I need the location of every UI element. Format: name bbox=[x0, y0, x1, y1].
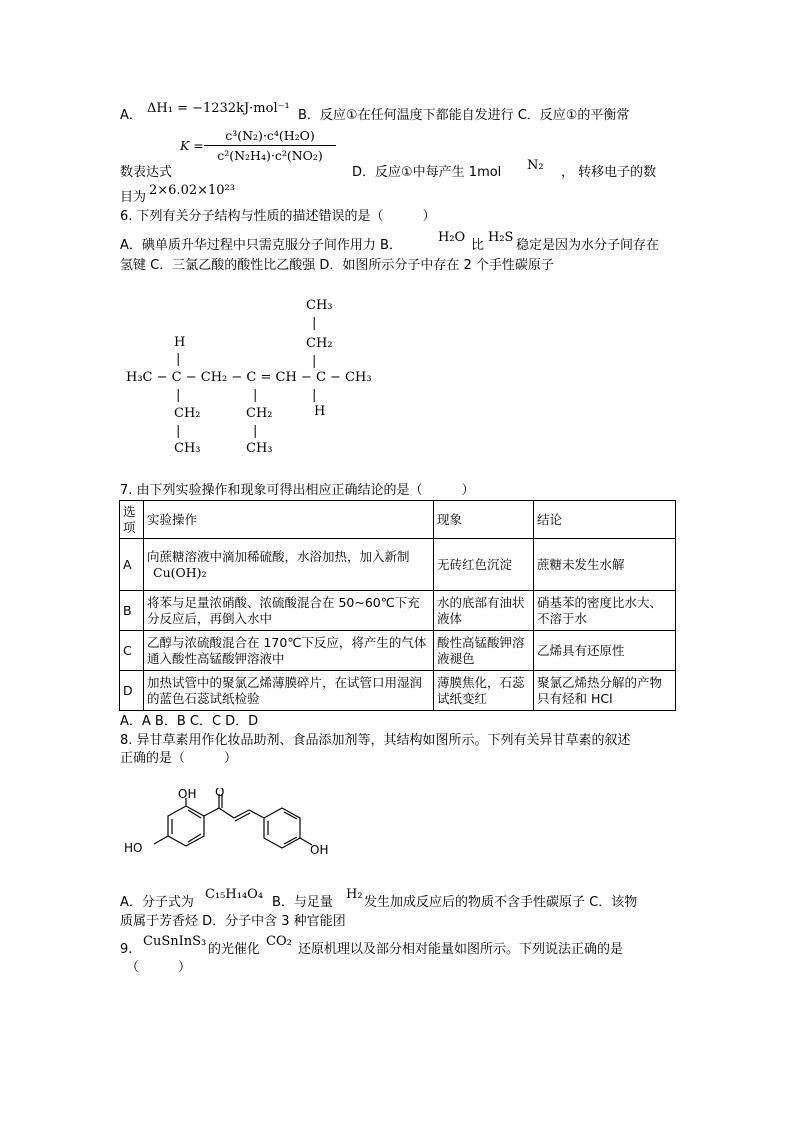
struct-bond: | bbox=[312, 388, 317, 403]
q6-option-a-tail: 稳定是因为水分子间存在 bbox=[516, 238, 660, 253]
row-operation: 将苯与足量浓硝酸、浓硫酸混合在 50~60℃下充分反应后，再倒入水中 bbox=[144, 591, 434, 631]
struct-branch1-ch2: CH₂ bbox=[174, 406, 201, 421]
struct-bond: | bbox=[312, 316, 317, 331]
q9-mid-text: 的光催化 bbox=[208, 942, 261, 957]
table-header-cell: 结论 bbox=[534, 501, 676, 539]
q5-n2-formula: N₂ bbox=[527, 158, 544, 173]
isoliquiritigenin-structure bbox=[118, 788, 348, 868]
row-conclusion: 硝基苯的密度比水大、不溶于水 bbox=[534, 591, 676, 631]
equilibrium-constant-fraction bbox=[180, 128, 336, 163]
table-header-row bbox=[120, 501, 676, 539]
carbonyl-o-label: O bbox=[215, 788, 225, 799]
q6-h2s-formula: H₂S bbox=[488, 230, 514, 245]
q9-co2-formula: CO₂ bbox=[266, 934, 292, 949]
oh-label: OH bbox=[178, 788, 197, 801]
struct-bond: | bbox=[176, 388, 181, 403]
struct-top-ch3: CH₃ bbox=[306, 298, 333, 313]
row-option: D bbox=[120, 671, 144, 711]
q5-line3-prefix: 目为 bbox=[120, 190, 147, 205]
q5-delta-h-formula: ΔH₁ = −1232kJ·mol⁻¹ bbox=[147, 101, 290, 116]
q6-line2: 氢键 C．三氯乙酸的酸性比乙酸强 D．如图所示分子中存在 2 个手性碳原子 bbox=[120, 258, 554, 273]
cuoh2-formula: Cu(OH)₂ bbox=[153, 564, 207, 580]
struct-bond: | bbox=[312, 354, 317, 369]
struct-branch1-ch3: CH₃ bbox=[174, 441, 201, 456]
q6-stem: 6. 下列有关分子结构与性质的描述错误的是（ ） bbox=[120, 209, 436, 224]
struct-bond: | bbox=[253, 424, 258, 439]
q5-line2-prefix: 数表达式 bbox=[120, 165, 173, 180]
q8-option-b-tail: 发生加成反应后的物质不含手性碳原子 C．该物 bbox=[364, 895, 638, 910]
q5-option-b-text: B．反应①在任何温度下都能自发进行 C．反应①的平衡常 bbox=[298, 108, 630, 123]
ho-label: HO bbox=[124, 841, 143, 855]
q9-number: 9. bbox=[120, 942, 133, 957]
q5-electron-count: 2×6.02×10²³ bbox=[149, 183, 235, 198]
row-phenomenon: 酸性高锰酸钾溶液褪色 bbox=[434, 631, 534, 671]
struct-bond: | bbox=[176, 352, 181, 367]
k-symbol: K = bbox=[180, 138, 204, 153]
q6-h2o-formula: H₂O bbox=[438, 230, 466, 245]
struct-bond: | bbox=[176, 424, 181, 439]
struct-main-chain: H₃C − C − CH₂ − C = CH − C − CH₃ bbox=[126, 370, 372, 385]
struct-branch2-ch3: CH₃ bbox=[246, 441, 273, 456]
row-conclusion: 蔗糖未发生水解 bbox=[534, 539, 676, 591]
q5-option-d-tail: ， 转移电子的数 bbox=[561, 165, 657, 180]
left-benzene-ring bbox=[168, 806, 204, 846]
q6-option-a-text: A．碘单质升华过程中只需克服分子间作用力 B． bbox=[120, 238, 402, 253]
q8-option-b: B．与足量 bbox=[272, 895, 333, 910]
experiment-table bbox=[119, 500, 676, 711]
table-row bbox=[120, 671, 676, 711]
q7-stem: 7. 由下列实验操作和现象可得出相应正确结论的是（ ） bbox=[120, 483, 475, 498]
q7-choices: A．A B．B C．C D．D bbox=[120, 714, 259, 729]
q8-stem-line2: 正确的是（ ） bbox=[120, 751, 238, 766]
row-conclusion: 聚氯乙烯热分解的产物只有烃和 HCl bbox=[534, 671, 676, 711]
table-row bbox=[120, 539, 676, 591]
table-row bbox=[120, 631, 676, 671]
row-option: C bbox=[120, 631, 144, 671]
q8-molecular-formula: C₁₅H₁₄O₄ bbox=[205, 887, 263, 902]
right-benzene-ring bbox=[264, 808, 300, 848]
q8-h2-formula: H₂ bbox=[346, 887, 363, 902]
row-operation-text: 向蔗糖溶液中滴加稀硫酸，水浴加热，加入新制 bbox=[147, 548, 410, 564]
row-operation bbox=[144, 539, 434, 591]
fraction-numerator: c³(N₂)·c⁴(H₂O) bbox=[204, 128, 336, 146]
struct-branch2-ch2: CH₂ bbox=[246, 406, 273, 421]
row-operation: 乙醇与浓硫酸混合在 170℃下反应，将产生的气体通入酸性高锰酸钾溶液中 bbox=[144, 631, 434, 671]
q5-option-a-label: A． bbox=[120, 108, 142, 123]
q8-stem-line1: 8. 异甘草素用作化妆品助剂、食品添加剂等，其结构如图所示。下列有关异甘草素的叙述 bbox=[120, 733, 631, 748]
struct-bond: | bbox=[253, 388, 258, 403]
oh-label: OH bbox=[310, 843, 329, 857]
q8-line2: 质属于芳香烃 D．分子中含 3 种官能团 bbox=[120, 914, 346, 929]
row-operation: 加热试管中的聚氯乙烯薄膜碎片，在试管口用湿润的蓝色石蕊试纸检验 bbox=[144, 671, 434, 711]
table-header-cell: 实验操作 bbox=[144, 501, 434, 539]
row-phenomenon: 薄膜焦化，石蕊试纸变红 bbox=[434, 671, 534, 711]
row-phenomenon: 水的底部有油状液体 bbox=[434, 591, 534, 631]
fraction-denominator: c²(N₂H₄)·c²(NO₂) bbox=[217, 148, 323, 163]
row-option: B bbox=[120, 591, 144, 631]
q6-compare-word: 比 bbox=[471, 238, 485, 253]
row-option: A bbox=[120, 539, 144, 591]
q8-option-a-prefix: A．分子式为 bbox=[120, 895, 194, 910]
q5-option-d-text: D．反应①中每产生 1mol bbox=[352, 165, 502, 180]
struct-h-left: H bbox=[174, 335, 186, 350]
struct-top-ch2: CH₂ bbox=[306, 336, 333, 351]
table-header-cell: 现象 bbox=[434, 501, 534, 539]
table-row bbox=[120, 591, 676, 631]
q9-answer-paren: （ ） bbox=[126, 960, 192, 975]
struct-h-right: H bbox=[314, 404, 326, 419]
q9-catalyst-formula: CuSnInS₃ bbox=[143, 934, 207, 949]
row-conclusion: 乙烯具有还原性 bbox=[534, 631, 676, 671]
table-header-cell: 选项 bbox=[120, 501, 144, 539]
q9-tail-text: 还原机理以及部分相对能量如图所示。下列说法正确的是 bbox=[298, 942, 624, 957]
row-phenomenon: 无砖红色沉淀 bbox=[434, 539, 534, 591]
